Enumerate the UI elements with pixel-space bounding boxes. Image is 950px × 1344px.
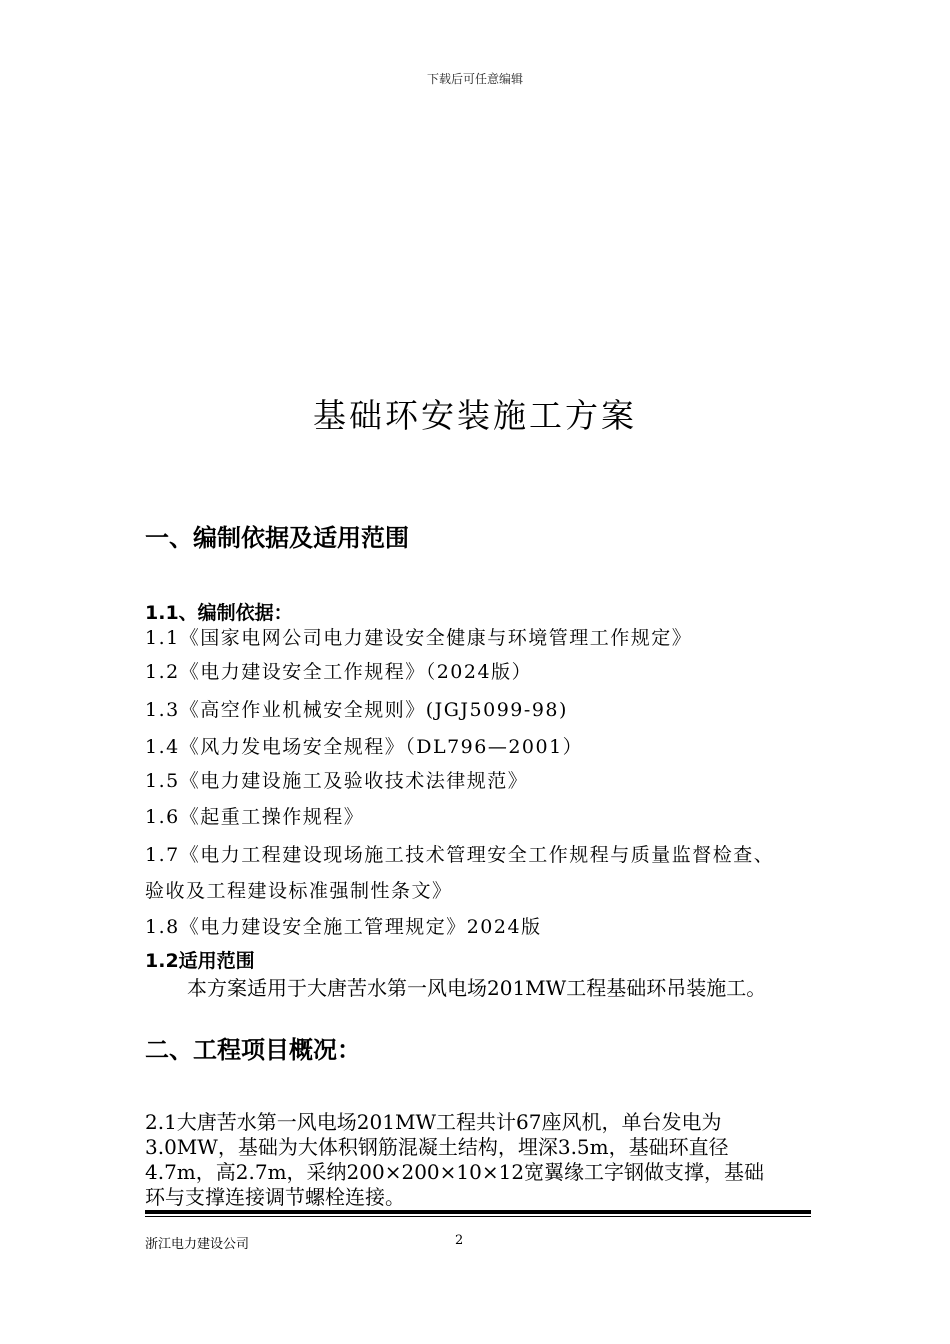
overview-paragraph-line: 3.0MW，基础为大体积钢筋混凝土结构，埋深3.5m，基础环直径 <box>145 1135 729 1159</box>
footer-divider-thin <box>145 1216 811 1217</box>
page-number: 2 <box>455 1233 464 1248</box>
reference-item: 1.6《起重工操作规程》 <box>145 806 365 828</box>
footer-divider-thick <box>145 1210 811 1214</box>
reference-item: 1.5《电力建设施工及验收技术法律规范》 <box>145 770 529 792</box>
section-heading-2: 二、工程项目概况： <box>145 1036 361 1064</box>
reference-item: 1.8《电力建设安全施工管理规定》2024版 <box>145 916 542 938</box>
reference-item: 1.2《电力建设安全工作规程》（2024版） <box>145 661 533 683</box>
reference-item: 1.7《电力工程建设现场施工技术管理安全工作规程与质量监督检查、 <box>145 844 775 866</box>
reference-item: 1.4《风力发电场安全规程》（DL796—2001） <box>145 736 584 758</box>
header-note: 下载后可任意编辑 <box>426 72 523 86</box>
document-title: 基础环安装施工方案 <box>313 396 637 435</box>
reference-item: 1.1《国家电网公司电力建设安全健康与环境管理工作规定》 <box>145 627 693 649</box>
scope-heading: 1.2适用范围 <box>145 950 255 972</box>
reference-item: 1.3《高空作业机械安全规则》(JGJ5099-98) <box>145 699 568 721</box>
scope-text: 本方案适用于大唐苦水第一风电场201MW工程基础环吊装施工。 <box>187 976 767 1000</box>
reference-item: 验收及工程建设标准强制性条文》 <box>145 880 453 902</box>
overview-paragraph-line: 2.1大唐苦水第一风电场201MW工程共计67座风机，单台发电为 <box>145 1110 722 1134</box>
footer-company: 浙江电力建设公司 <box>145 1237 250 1252</box>
overview-paragraph-line: 环与支撑连接调节螺栓连接。 <box>145 1185 405 1209</box>
basis-heading: 1.1、编制依据： <box>145 602 293 624</box>
section-heading-1: 一、编制依据及适用范围 <box>145 524 409 552</box>
overview-paragraph-line: 4.7m，高2.7m，采纳200×200×10×12宽翼缘工字钢做支撑，基础 <box>145 1160 765 1184</box>
